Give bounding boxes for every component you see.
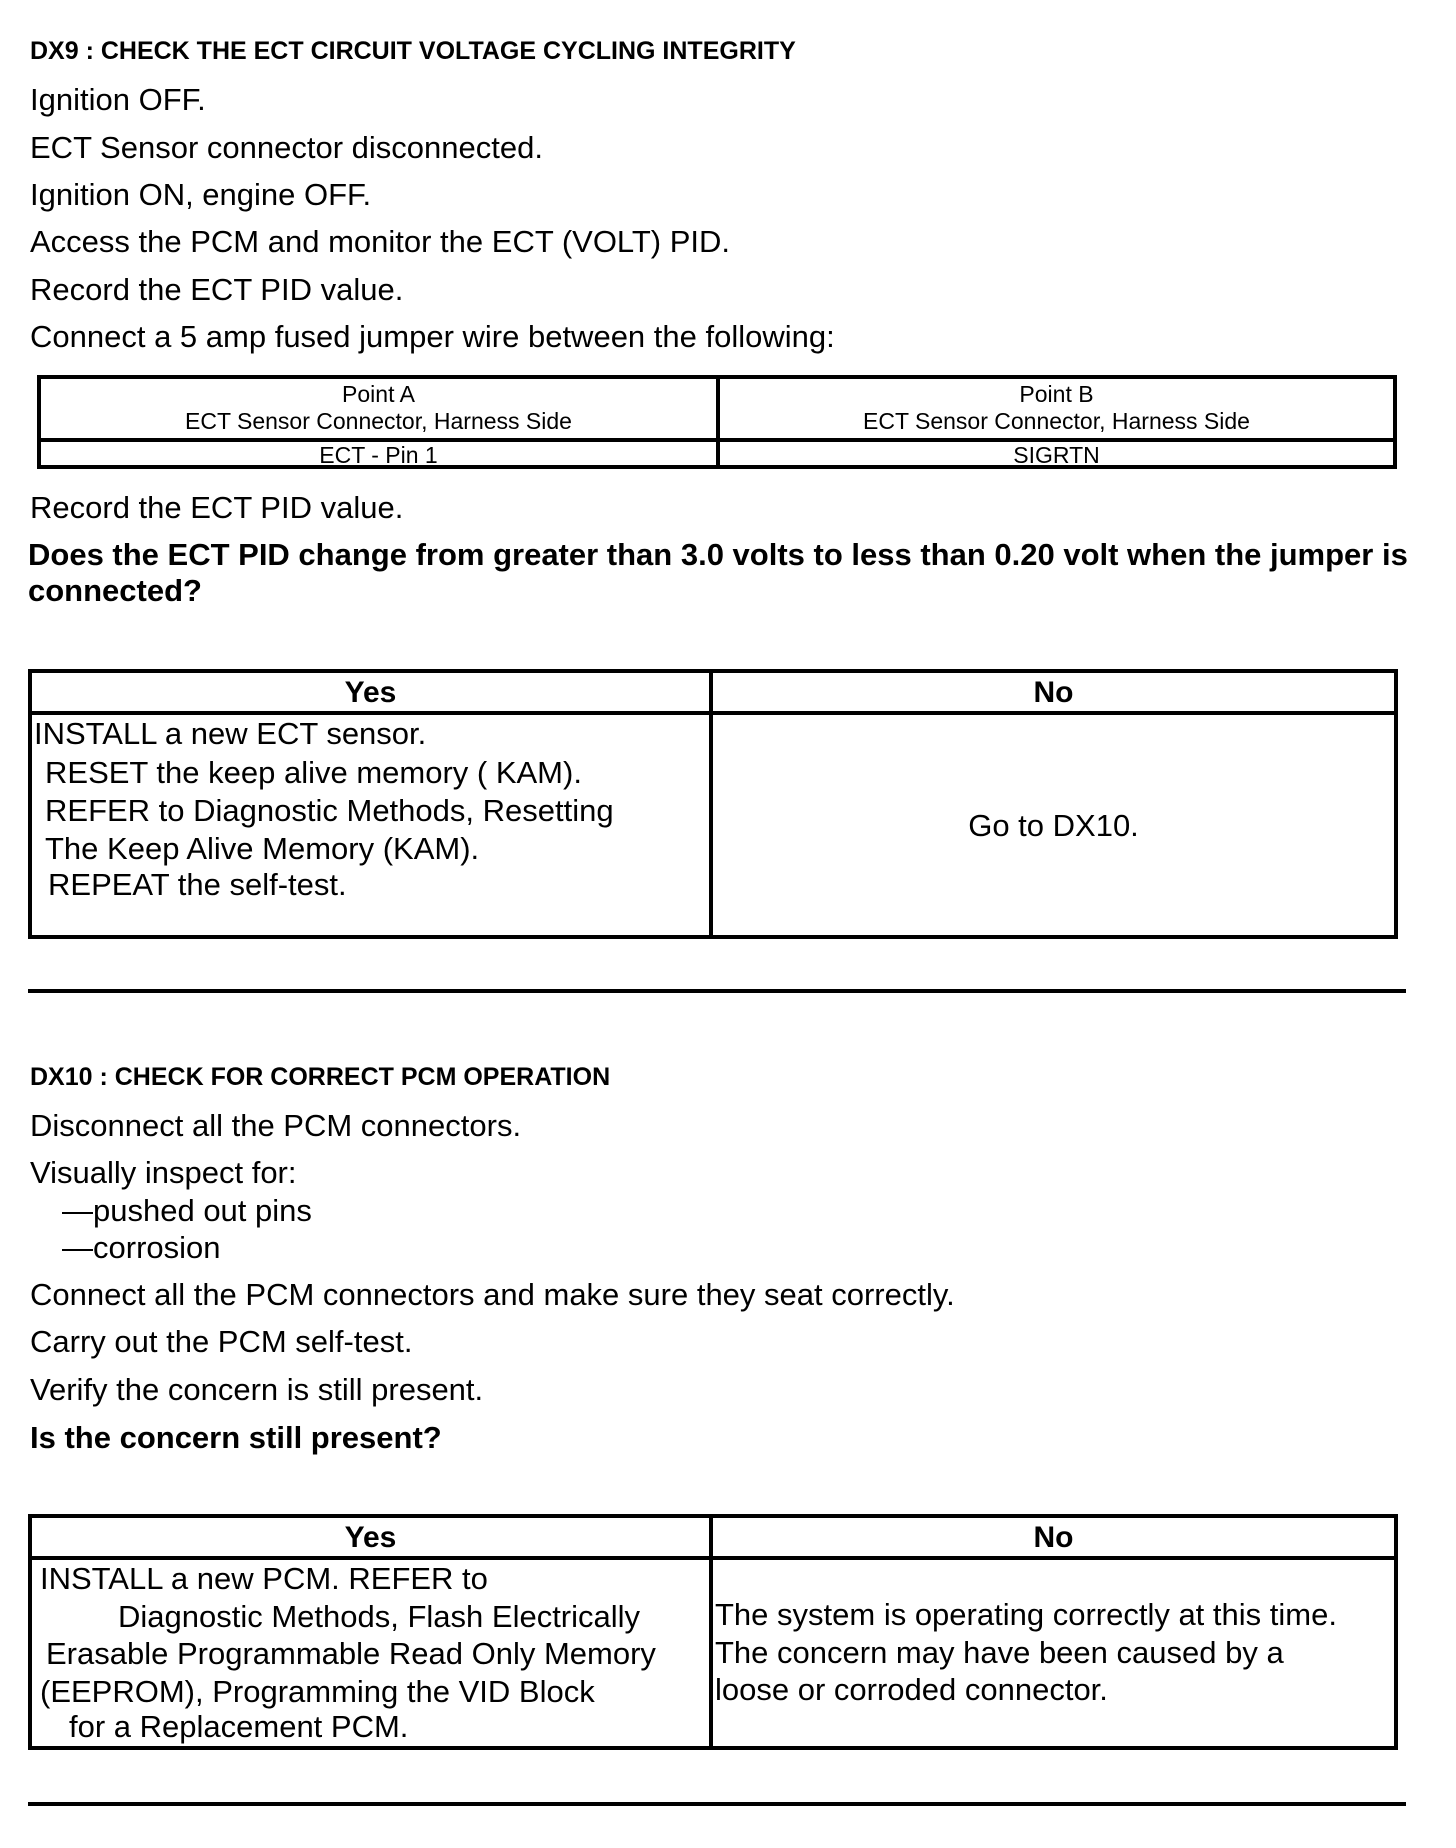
dx10-no-line-3: loose or corroded connector.: [715, 1672, 1108, 1707]
point-b-header: Point B: [1019, 381, 1094, 407]
point-a-header: Point A: [342, 381, 415, 407]
dx9-record-step: Record the ECT PID value.: [30, 490, 404, 525]
dx10-yes-line-4: (EEPROM), Programming the VID Block: [40, 1674, 595, 1709]
dx9-no-text: Go to DX10.: [968, 808, 1139, 843]
dx10-result-table: [28, 1514, 1398, 1750]
dx10-yes-line-3: Erasable Programmable Read Only Memory: [46, 1636, 656, 1671]
dx10-no-line-2: The concern may have been caused by a: [715, 1635, 1284, 1670]
dx9-yes-header: Yes: [344, 676, 397, 709]
dx9-step-6: Connect a 5 amp fused jumper wire between the following:: [30, 319, 835, 354]
dx9-yes-line-5: REPEAT the self-test.: [48, 867, 347, 902]
point-b-value: SIGRTN: [1013, 442, 1100, 468]
dx9-yes-line-3: REFER to Diagnostic Methods, Resetting: [45, 793, 614, 828]
dx10-no-header: No: [1033, 1521, 1074, 1554]
section-divider-1: [28, 989, 1406, 993]
dx10-inspect-item-2: —corrosion: [62, 1230, 221, 1265]
dx10-yes-line-1: INSTALL a new PCM. REFER to: [40, 1561, 488, 1596]
dx9-step-4: Access the PCM and monitor the ECT (VOLT) PID.: [30, 224, 731, 259]
dx10-yes-line-5: for a Replacement PCM.: [69, 1709, 409, 1744]
dx9-heading: DX9 : CHECK THE ECT CIRCUIT VOLTAGE CYCLING INTEGRITY: [30, 37, 796, 65]
dx10-yes-header: Yes: [344, 1521, 397, 1554]
dx10-no-line-1: The system is operating correctly at this time.: [715, 1597, 1337, 1632]
dx10-step-4: Carry out the PCM self-test.: [30, 1324, 413, 1359]
dx10-step-5: Verify the concern is still present.: [30, 1372, 484, 1407]
dx9-no-header: No: [1033, 676, 1074, 709]
point-a-value: ECT - Pin 1: [319, 442, 438, 468]
point-a-header-cell: [41, 381, 716, 435]
dx10-heading: DX10 : CHECK FOR CORRECT PCM OPERATION: [30, 1063, 611, 1091]
dx10-step-1: Disconnect all the PCM connectors.: [30, 1108, 522, 1143]
section-divider-2: [28, 1802, 1406, 1806]
point-b-header-cell: [720, 381, 1393, 435]
dx9-question: Does the ECT PID change from greater than 3.0 volts to less than 0.20 volt when the jumper is connected?: [28, 537, 1408, 608]
point-b-subheader: ECT Sensor Connector, Harness Side: [863, 408, 1250, 434]
dx10-step-3: Connect all the PCM connectors and make sure they seat correctly.: [30, 1277, 955, 1312]
dx9-step-1: Ignition OFF.: [30, 82, 206, 117]
points-table: [37, 375, 1397, 469]
dx9-result-table: [28, 669, 1398, 939]
dx9-step-5: Record the ECT PID value.: [30, 272, 404, 307]
point-a-subheader: ECT Sensor Connector, Harness Side: [185, 408, 572, 434]
dx9-yes-line-1: INSTALL a new ECT sensor.: [34, 716, 427, 751]
dx10-yes-line-2: Diagnostic Methods, Flash Electrically: [118, 1599, 641, 1634]
dx9-step-2: ECT Sensor connector disconnected.: [30, 130, 543, 165]
dx10-question: Is the concern still present?: [30, 1420, 442, 1455]
dx10-step-2: Visually inspect for:: [30, 1155, 297, 1190]
dx9-step-3: Ignition ON, engine OFF.: [30, 177, 372, 212]
dx10-inspect-item-1: —pushed out pins: [62, 1193, 312, 1228]
dx9-yes-line-4: The Keep Alive Memory (KAM).: [45, 831, 480, 866]
dx9-yes-line-2: RESET the keep alive memory ( KAM).: [45, 755, 582, 790]
